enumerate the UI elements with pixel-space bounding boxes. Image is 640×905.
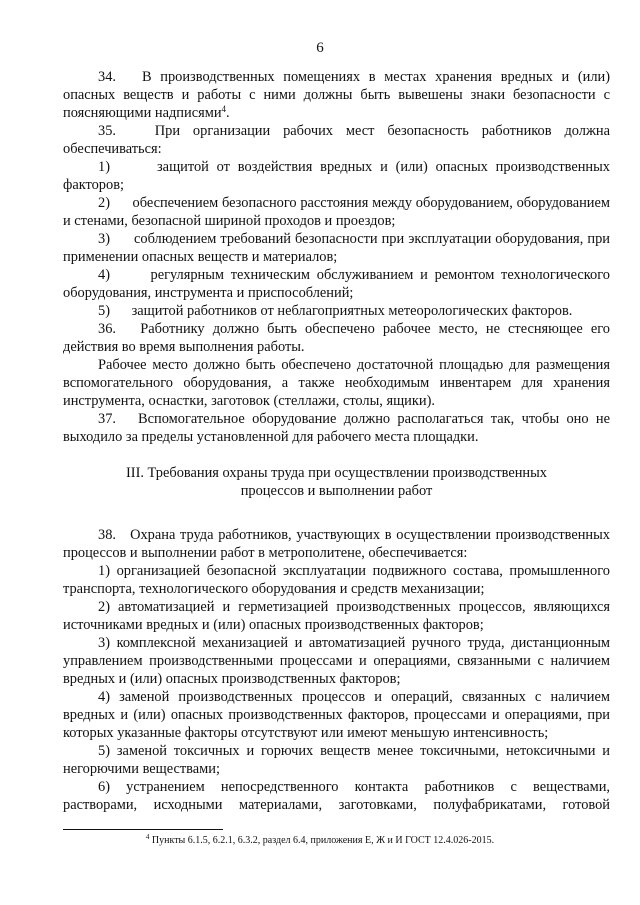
document-body: [63, 68, 610, 814]
list-item: 5) заменой токсичных и горючих веществ менее токсичными, нетоксичными и негорючими веществами;: [63, 743, 610, 777]
footnote-divider: [63, 829, 223, 830]
list-item: 4) регулярным техническим обслуживанием и ремонтом технологического оборудования, инструмента и приспособлений;: [63, 267, 610, 301]
footnote: [0, 835, 640, 847]
paragraph-35: 35. При организации рабочих мест безопасность работников должна обеспечиваться:: [63, 123, 610, 157]
page-number: 6: [316, 40, 324, 56]
paragraph-37: 37. Вспомогательное оборудование должно располагаться так, чтобы оно не выходило за пределы установленной для рабочего места площадки.: [63, 411, 610, 445]
paragraph-34: 34. В производственных помещениях в местах хранения вредных и (или) опасных веществ и работы с ними должны быть вывешены знаки безопасности с поясняющими надписями$^4$.: [63, 69, 610, 121]
list-item: 1) организацией безопасной эксплуатации подвижного состава, промышленного транспорта, технологического оборудования и средств механизации;: [63, 563, 610, 597]
list-item: 6) устранением непосредственного контакта работников с веществами, растворами, исходными материалами, заготовками, полуфабрикатами, готовой: [63, 779, 610, 813]
footnote-text: Пункты 6.1.5, 6.2.1, 6.3.2, раздел 6.4, приложения Е, Ж и И ГОСТ 12.4.026-2015.: [151, 835, 495, 846]
list-item: 5) защитой работников от неблагоприятных метеорологических факторов.: [98, 303, 573, 319]
section-heading: III. Требования охраны труда при осуществлении производственных процессов и выполнении работ: [125, 465, 547, 499]
paragraph-38: 38. Охрана труда работников, участвующих в осуществлении производственных процессов и выполнении работ в метрополитене, обеспечивается:: [63, 527, 610, 561]
list-item: 2) обеспечением безопасного расстояния между оборудованием, оборудованием и стенами, безопасной шириной проходов и проездов;: [63, 195, 610, 229]
list-item: 3) комплексной механизацией и автоматизацией ручного труда, дистанционным управлением производственными процессами и операциями, связанными с наличием вредных и (или) опасных производственных факторов;: [63, 635, 610, 687]
paragraph-text: 34. В производственных помещениях в местах хранения вредных и (или) опасных веществ и работы с ними должны быть вывешены знаки безопасности с поясняющими надписями: [63, 69, 610, 121]
footnote-reference[interactable]: 4: [221, 104, 227, 114]
paragraph-36-continued: Рабочее место должно быть обеспечено достаточной площадью для размещения вспомогательного оборудования, а также необходимым инвентарем для хранения инструмента, оснастки, заготовок (стеллажи, столы, ящики).: [63, 357, 610, 409]
list-item: 2) автоматизацией и герметизацией производственных процессов, являющихся источниками вредных и (или) опасных производственных факторов;: [63, 599, 610, 633]
list-item: 4) заменой производственных процессов и операций, связанных с наличием вредных и (или) опасных производственных факторов, процессами и операциями, при которых указанные факторы отсутствуют или имеют меньшую интенсивность;: [63, 689, 610, 741]
paragraph-36: 36. Работнику должно быть обеспечено рабочее место, не стесняющее его действия во время выполнения работы.: [63, 321, 610, 355]
footnote-number: 4: [145, 833, 150, 841]
list-item: 1) защитой от воздействия вредных и (или) опасных производственных факторов;: [63, 159, 610, 193]
list-item: 3) соблюдением требований безопасности при эксплуатации оборудования, при применении опасных веществ и материалов;: [63, 231, 610, 265]
